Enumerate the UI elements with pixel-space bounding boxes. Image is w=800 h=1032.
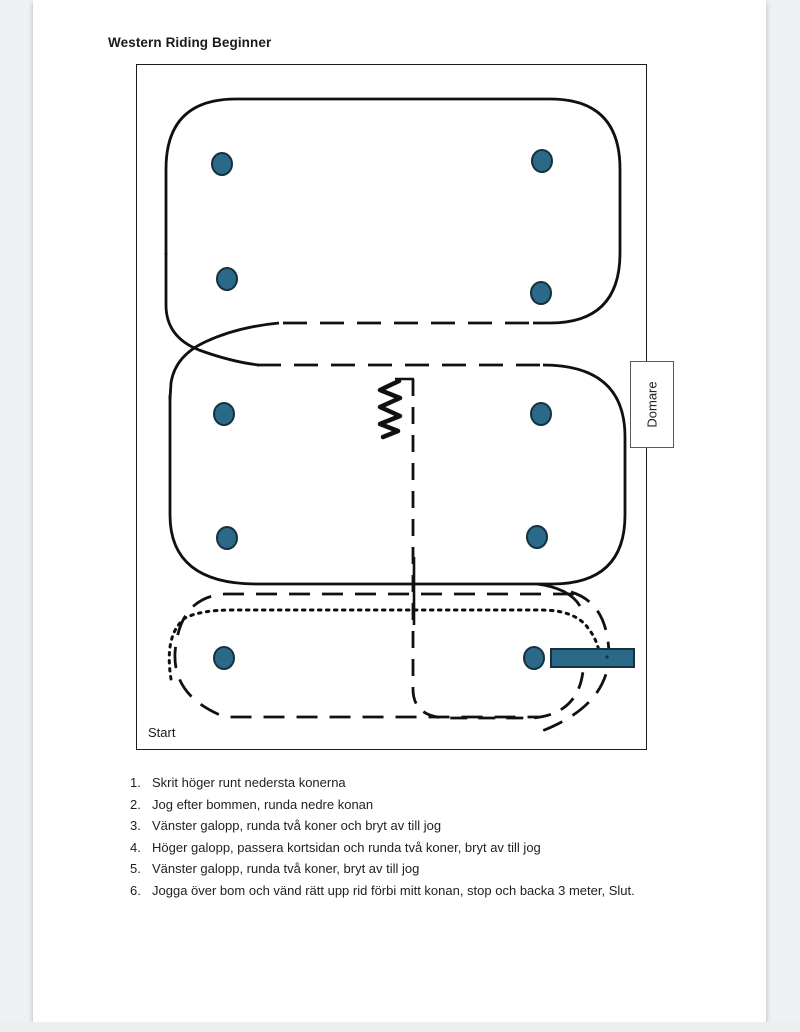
cone (531, 403, 551, 425)
cone (524, 647, 544, 669)
cone (217, 527, 237, 549)
list-item (130, 794, 710, 816)
judge-label: Domare (644, 381, 660, 428)
item-number: 2. (130, 796, 141, 812)
item-number: 3. (130, 818, 141, 833)
zigzag-marker (380, 381, 400, 437)
crossover-left-a-path (166, 253, 259, 365)
start-label: Start (148, 725, 176, 740)
item-number: 1. (130, 775, 141, 790)
cone (214, 647, 234, 669)
item-text: Vänster galopp, runda två koner och bryt av till jog (152, 818, 442, 833)
list-item (130, 880, 710, 902)
pattern-svg (137, 65, 648, 751)
cone (212, 153, 232, 175)
item-text: Höger galopp, passera kortsidan och runda två koner, bryt av till jog (152, 839, 541, 855)
list-item (130, 858, 710, 880)
item-number: 4. (130, 839, 141, 855)
cone (531, 282, 551, 304)
pole-mark (605, 655, 608, 658)
page-title: Western Riding Beginner (108, 35, 272, 50)
list-item (130, 772, 710, 794)
item-text: Vänster galopp, runda två koner, bryt av till jog (152, 861, 420, 876)
item-text: Jog efter bommen, runda nedre konan (152, 796, 374, 812)
cone (214, 403, 234, 425)
item-number: 6. (130, 882, 141, 898)
list-item (130, 815, 710, 837)
top-loop-solid-path (166, 99, 620, 323)
cone (217, 268, 237, 290)
document-page (33, 0, 766, 1022)
item-text: Skrit höger runt nedersta konerna (152, 775, 346, 790)
instructions-list (130, 772, 710, 901)
pole-bom (551, 649, 634, 667)
bottom-loop-dashed-path (175, 594, 574, 717)
viewer-background (0, 1022, 800, 1032)
crossover-left-b-path (170, 323, 279, 399)
item-number: 5. (130, 861, 141, 876)
cone (532, 150, 552, 172)
cone (527, 526, 547, 548)
arena-diagram (136, 64, 647, 750)
item-text: Jogga över bom och vänd rätt upp rid förbi mitt konan, stop och backa 3 meter, Slut. (152, 882, 635, 898)
list-item (130, 837, 710, 859)
judge-box (630, 361, 674, 448)
